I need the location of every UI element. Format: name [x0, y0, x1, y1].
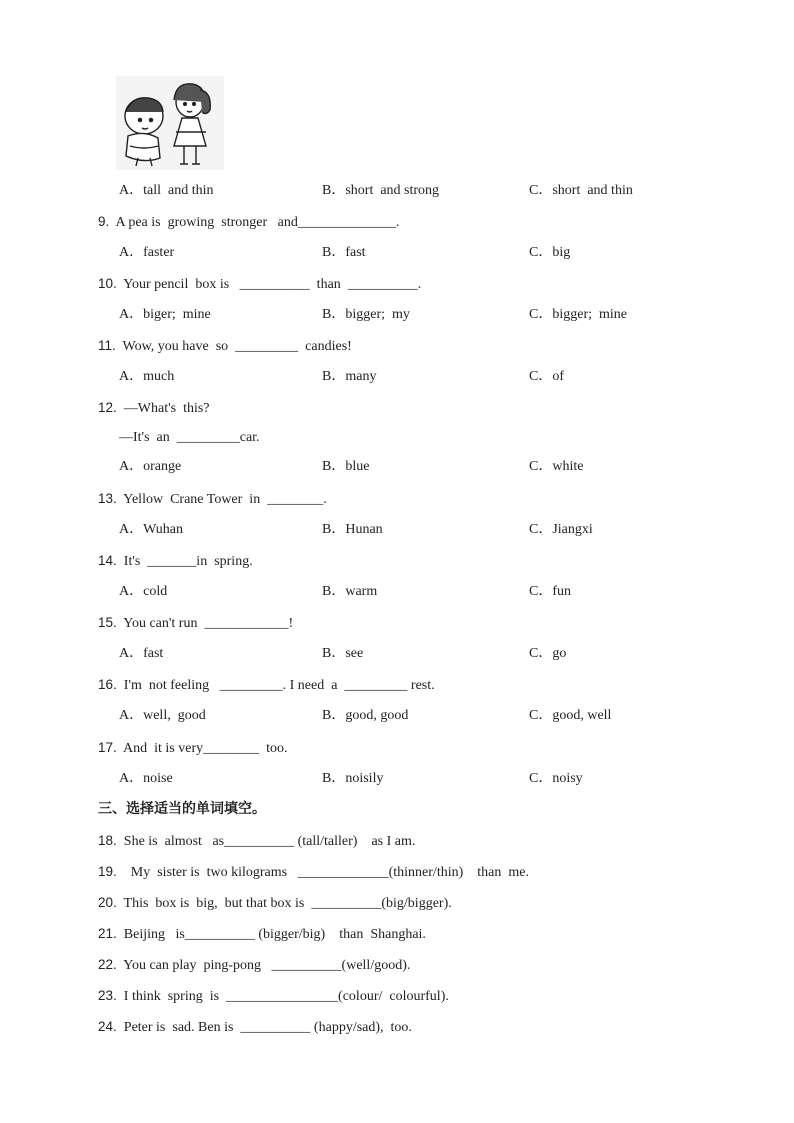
question-text: Peter is sad. Ben is __________ (happy/sad), too. — [116, 1020, 412, 1035]
question-text: A pea is growing stronger and______________. — [109, 215, 400, 230]
q8-option-a: A．tall and thin — [119, 183, 214, 198]
boy-and-girl-illustration — [116, 76, 224, 170]
question-number: 23. — [98, 988, 117, 1003]
q13-option-b: B．Hunan — [322, 522, 383, 537]
q15-option-c: C．go — [529, 646, 567, 661]
question-14 — [98, 552, 253, 571]
question-text: My sister is two kilograms _____________(thinner/thin) than me. — [116, 865, 529, 880]
question-number: 13. — [98, 491, 117, 506]
question-number: 24. — [98, 1019, 117, 1034]
question-9 — [98, 213, 399, 232]
question-number: 18. — [98, 833, 117, 848]
question-number: 11. — [98, 338, 116, 353]
question-24 — [98, 1018, 412, 1037]
question-12-line-2: —It's an _________car. — [119, 430, 260, 445]
q16-option-a: A．well, good — [119, 708, 206, 723]
q14-option-c: C．fun — [529, 584, 571, 599]
question-number: 9. — [98, 214, 110, 229]
question-20 — [98, 894, 452, 913]
question-text: And it is very________ too. — [116, 741, 288, 756]
q14-option-b: B．warm — [322, 584, 378, 599]
q12-option-a: A．orange — [119, 459, 182, 474]
q11-option-b: B．many — [322, 369, 377, 384]
q15-option-b: B．see — [322, 646, 364, 661]
q15-option-a: A．fast — [119, 646, 164, 661]
question-text: You can play ping-pong __________(well/good). — [116, 958, 411, 973]
q10-option-c: C．bigger; mine — [529, 307, 627, 322]
question-16 — [98, 676, 435, 695]
question-text: You can't run ____________! — [116, 616, 294, 631]
question-number: 12. — [98, 400, 117, 415]
q12-option-c: C．white — [529, 459, 584, 474]
question-number: 20. — [98, 895, 117, 910]
question-text: This box is big, but that box is __________(big/bigger). — [116, 896, 452, 911]
question-text: I think spring is ________________(colour/ colourful). — [116, 989, 449, 1004]
q12-option-b: B．blue — [322, 459, 370, 474]
question-number: 15. — [98, 615, 117, 630]
question-number: 16. — [98, 677, 117, 692]
question-12 — [98, 399, 210, 418]
question-10 — [98, 275, 421, 294]
q14-option-a: A．cold — [119, 584, 168, 599]
question-15 — [98, 614, 293, 633]
q8-option-b: B．short and strong — [322, 183, 440, 198]
q13-option-a: A．Wuhan — [119, 522, 183, 537]
question-text: Wow, you have so _________ candies! — [115, 339, 352, 354]
question-number: 17. — [98, 740, 117, 755]
question-text: It's _______in spring. — [116, 554, 253, 569]
q10-option-a: A．biger; mine — [119, 307, 211, 322]
question-23 — [98, 987, 449, 1006]
section-3-title: 三、选择适当的单词填空。 — [98, 801, 266, 817]
q8-option-c: C．short and thin — [529, 183, 633, 198]
q9-option-b: B．fast — [322, 245, 366, 260]
q10-option-b: B．bigger; my — [322, 307, 410, 322]
q11-option-a: A．much — [119, 369, 175, 384]
question-number: 14. — [98, 553, 117, 568]
q17-option-c: C．noisy — [529, 771, 583, 786]
question-text: She is almost as__________ (tall/taller) as I am. — [116, 834, 416, 849]
question-number: 22. — [98, 957, 117, 972]
question-22 — [98, 956, 410, 975]
question-17 — [98, 739, 288, 758]
question-number: 19. — [98, 864, 117, 879]
q16-option-b: B．good, good — [322, 708, 409, 723]
question-text: Beijing is__________ (bigger/big) than Shanghai. — [116, 927, 426, 942]
question-13 — [98, 490, 327, 509]
q9-option-c: C．big — [529, 245, 571, 260]
question-text: Yellow Crane Tower in ________. — [116, 492, 327, 507]
q11-option-c: C．of — [529, 369, 564, 384]
question-text: Your pencil box is __________ than __________. — [116, 277, 422, 292]
q9-option-a: A．faster — [119, 245, 175, 260]
question-number: 10. — [98, 276, 117, 291]
question-number: 21. — [98, 926, 117, 941]
question-11 — [98, 337, 352, 356]
q16-option-c: C．good, well — [529, 708, 612, 723]
q17-option-a: A．noise — [119, 771, 173, 786]
q13-option-c: C．Jiangxi — [529, 522, 593, 537]
q17-option-b: B．noisily — [322, 771, 384, 786]
question-text: I'm not feeling _________. I need a _________ rest. — [116, 678, 435, 693]
question-text: —What's this? — [116, 401, 210, 416]
question-19 — [98, 863, 529, 882]
question-18 — [98, 832, 415, 851]
question-21 — [98, 925, 426, 944]
